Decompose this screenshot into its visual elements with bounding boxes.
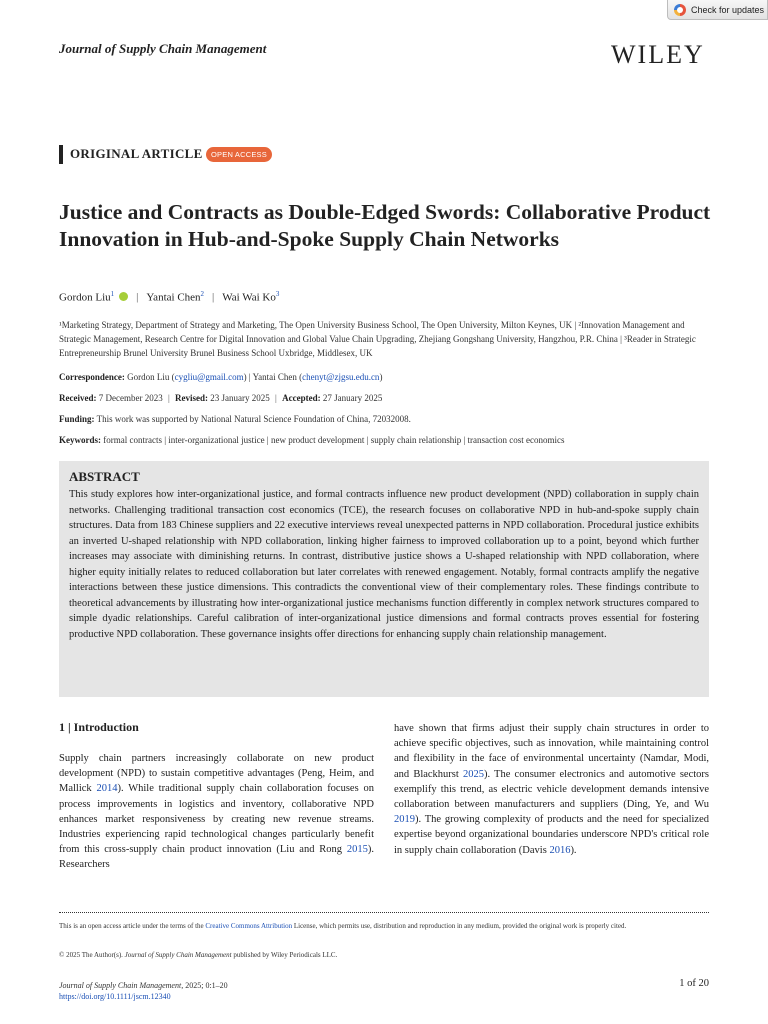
orcid-icon[interactable] <box>119 292 128 301</box>
separator: | <box>212 290 215 303</box>
check-for-updates-label: Check for updates <box>691 4 765 15</box>
section-heading: 1 | Introduction <box>59 720 139 734</box>
doi-link[interactable]: https://doi.org/10.1111/jscm.12340 <box>59 992 171 1001</box>
article-type-bar <box>59 145 63 164</box>
open-access-badge[interactable]: OPEN ACCESS <box>206 147 272 162</box>
license-note: This is an open access article under the terms of the Creative Commons Attribution License, which permits use, distribution and reproduction in any medium, provided the original work is properly cited. <box>59 922 627 930</box>
abstract-text: This study explores how inter-organizational justice, and formal contracts influence new product development (NPD) collaboration in supply chain networks. Challenging traditional transaction cost economics (TCE), the research focuses on collaborative NPD in hub-and-spoke supply chain structures. Data from 183 Chinese suppliers and 22 executive interviews reveal unexpected patterns in NPD collaboration. Procedural justice exhibits an inverted U-shaped relationship with NPD collaboration, linking higher fairness to improved collaboration up to a point, beyond which further increases may associate with diminishing returns. In contrast, distributive justice shows a U-shaped relationship with NPD collaboration, where higher equity initially relates to reduced collaboration but later correlates with renewed engagement. Notably, formal contracts amplify the negative interactions between these justice dimensions. This contradicts the conventional view of their complementary roles. These findings contribute to theoretical advancements by illustrating how inter-organizational justice mechanisms function differently in complex network structures compared to simple dyadic relationships. Careful calibration of inter-organizational justice dimensions and formal contracts proves essential for fostering productive NPD collaboration. These governance insights offer directions for enhancing supply chain relationship management. <box>69 489 699 640</box>
abstract-heading: ABSTRACT <box>69 469 140 484</box>
author-name[interactable]: Gordon Liu$^1$ <box>59 290 115 304</box>
intro-right-column: have shown that firms adjust their supply chain structures in order to achieve specific objectives, such as innovation, while maintaining control and flexibility in the face of environmental uncertainty (Namdar, Modi, and Blackhurst 2025). The consumer electronics and automotive sectors exemplify this trend, as electric vehicle development demands intensive collaboration between manufacturers and suppliers (Ding, Ye, and Wu 2019). The growing complexity of products and the need for specialized expertise beyond organizational boundaries underscore NPD's critical role in supply chain collaboration (Davis 2016). <box>394 723 709 856</box>
check-for-updates-button[interactable] <box>667 0 768 20</box>
journal-name: Journal of Supply Chain Management <box>59 41 267 56</box>
footer-divider <box>59 912 709 913</box>
copyright-note: © 2025 The Author(s). Journal of Supply Chain Management published by Wiley Periodicals LLC. <box>59 951 338 959</box>
citation-link[interactable]: 2014 <box>96 783 118 795</box>
page-number: 1 of 20 <box>679 978 709 989</box>
publisher-logo: WILEY <box>611 40 705 69</box>
separator: | <box>136 290 139 303</box>
citation-link[interactable]: 2016 <box>549 844 571 856</box>
crossmark-icon <box>674 4 686 16</box>
article-dates: Received: 7 December 2023 | Revised: 23 January 2025 | Accepted: 27 January 2025 <box>59 393 383 403</box>
intro-left-column: Supply chain partners increasingly collaborate on new product development (NPD) to sustain competitive advantages (Peng, Heim, and Mallick 2014). While traditional supply chain collaboration focuses on process improvements in logistics and inventory, collaborative NPD enhances market responsiveness by creating new revenue streams. Industries experiencing rapid technological changes particularly benefit from this cross-supply chain product innovation (Liu and Rong 2015). Researchers <box>59 753 374 871</box>
author-name[interactable]: Wai Wai Ko$^3$ <box>222 290 280 304</box>
email-link[interactable]: chenyt@zjgsu.edu.cn <box>302 372 380 382</box>
citation-link[interactable]: 2019 <box>394 814 415 826</box>
author-name[interactable]: Yantai Chen$^2$ <box>146 290 205 304</box>
affiliations: ¹Marketing Strategy, Department of Strategy and Marketing, The Open University Business School, The Open University, Milton Keynes, UK | ²Innovation Management and Strategic Management, Research Centre for Digital Innovation and Global Value Chain Upgrading, Zhejiang Gongshang University, Hangzhou, P.R. China | ³Reader in Strategic Entrepreneurship Brunel University Brunel Business School Uxbridge, Middlesex, UK <box>59 320 696 359</box>
article-title: Justice and Contracts as Double-Edged Swords: Collaborative Product Innovation in Hub-and-Spoke Supply Chain Networks <box>59 200 711 251</box>
abstract-box <box>59 461 709 697</box>
author-list <box>59 290 279 304</box>
funding: Funding: This work was supported by National Natural Science Foundation of China, 72032008. <box>59 414 411 424</box>
citation-info: Journal of Supply Chain Management, 2025; 0:1–20 https://doi.org/10.1111/jscm.12340 <box>59 981 228 1001</box>
license-link[interactable]: Creative Commons Attribution <box>205 922 293 930</box>
correspondence: Correspondence: Gordon Liu (cygliu@gmail.com) | Yantai Chen (chenyt@zjgsu.edu.cn) <box>59 372 383 382</box>
keywords: Keywords: formal contracts | inter-organizational justice | new product development | supply chain relationship | transaction cost economics <box>59 435 565 445</box>
citation-link[interactable]: 2025 <box>462 768 484 780</box>
article-type: ORIGINAL ARTICLE <box>70 146 203 161</box>
email-link[interactable]: cygliu@gmail.com <box>174 372 244 382</box>
citation-link[interactable]: 2015 <box>346 844 368 856</box>
